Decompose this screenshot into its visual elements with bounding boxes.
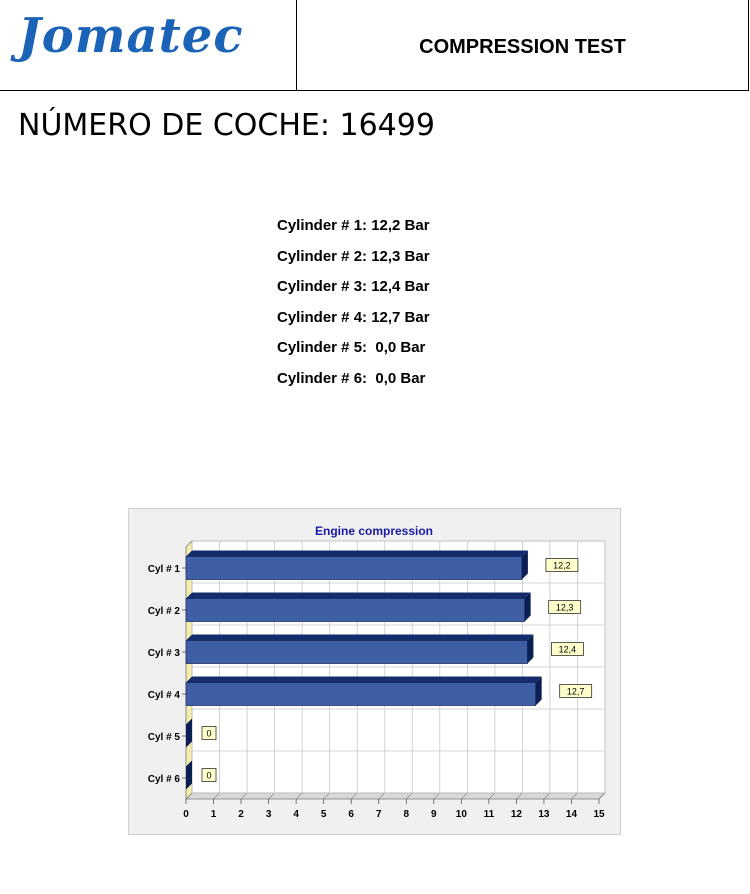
bar-top (186, 676, 542, 682)
x-tick-label: 6 (348, 809, 354, 820)
bar (186, 682, 536, 705)
category-label: Cyl # 2 (147, 606, 180, 617)
category-label: Cyl # 1 (147, 564, 180, 575)
category-label: Cyl # 5 (147, 732, 180, 743)
cylinder-reading: Cylinder # 3: 12,4 Bar (277, 278, 430, 296)
x-tick-label: 7 (375, 809, 382, 820)
x-tick-label: 11 (483, 809, 495, 820)
bar (186, 556, 522, 579)
category-label: Cyl # 6 (147, 774, 180, 785)
data-label: 0 (206, 728, 212, 739)
jomatec-logo: Jomatec (18, 8, 244, 64)
cylinder-reading: Cylinder # 6: 0,0 Bar (277, 369, 426, 387)
cylinder-readings-list (277, 214, 430, 398)
cylinder-reading: Cylinder # 2: 12,3 Bar (277, 247, 430, 265)
category-label: Cyl # 3 (147, 648, 180, 659)
engine-compression-chart (128, 508, 621, 835)
cylinder-reading: Cylinder # 1: 12,2 Bar (277, 217, 430, 234)
x-tick-label: 0 (183, 809, 189, 820)
bar (186, 640, 527, 663)
data-label: 12,3 (555, 602, 574, 613)
chart-floor (186, 793, 605, 799)
data-label: 12,7 (566, 686, 585, 697)
data-label: 0 (206, 770, 212, 781)
data-label: 12,2 (553, 560, 571, 571)
chart-canvas (129, 509, 620, 834)
x-tick-label: 14 (565, 809, 578, 820)
x-tick-label: 12 (510, 809, 522, 820)
chart-title: Engine compression (314, 524, 434, 538)
x-tick-label: 15 (593, 809, 605, 820)
x-tick-label: 3 (265, 809, 272, 820)
x-tick-label: 8 (403, 809, 410, 820)
report-header (0, 0, 749, 91)
x-tick-label: 5 (320, 809, 327, 820)
x-tick-label: 13 (538, 809, 550, 820)
x-tick-label: 4 (293, 809, 299, 820)
bar-top (186, 550, 528, 556)
bar (186, 598, 525, 621)
car-number-heading: NÚMERO DE COCHE: 16499 (18, 108, 435, 143)
title-cell (297, 0, 748, 90)
x-tick-label: 10 (455, 809, 467, 820)
x-tick-label: 2 (238, 809, 244, 820)
document-title: COMPRESSION TEST (419, 36, 626, 58)
bar-top (186, 592, 531, 598)
category-label: Cyl # 4 (147, 690, 180, 701)
x-tick-label: 1 (210, 809, 217, 820)
data-label: 12,4 (558, 644, 577, 655)
logo-cell (0, 0, 297, 90)
bar-top (186, 634, 533, 640)
cylinder-reading: Cylinder # 4: 12,7 Bar (277, 308, 430, 326)
x-tick-label: 9 (431, 809, 437, 820)
cylinder-reading: Cylinder # 5: 0,0 Bar (277, 339, 426, 357)
